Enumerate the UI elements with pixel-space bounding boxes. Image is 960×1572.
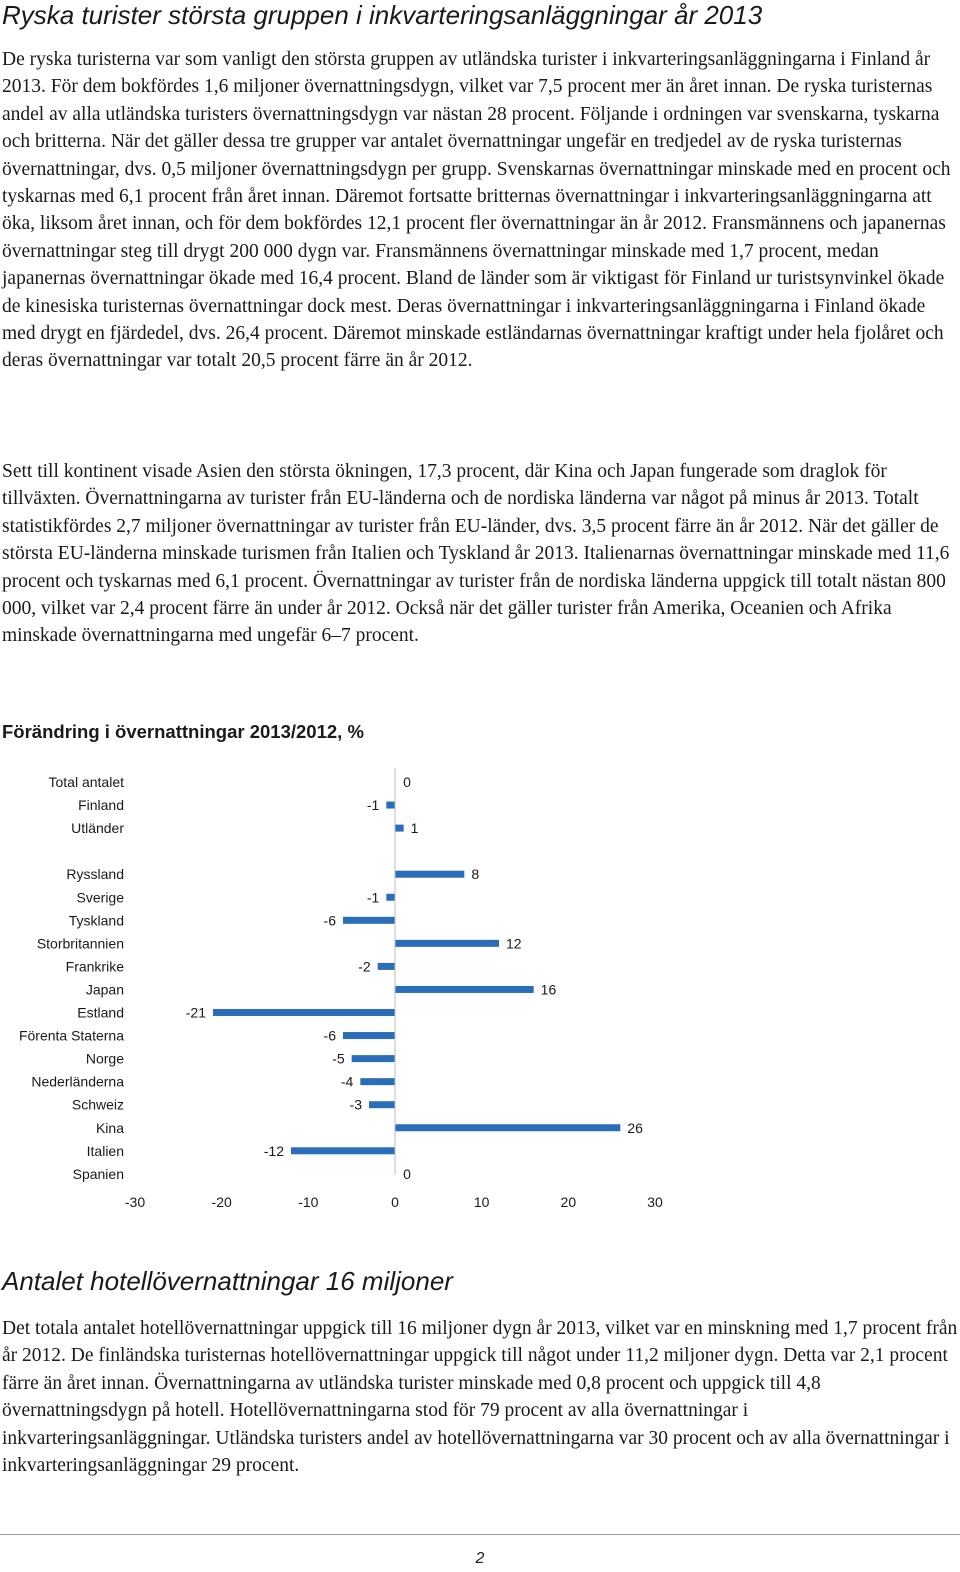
bar bbox=[386, 894, 395, 901]
bar bbox=[395, 825, 404, 832]
bar bbox=[386, 802, 395, 809]
category-label: Schweiz bbox=[71, 1096, 124, 1113]
data-label: -2 bbox=[358, 958, 371, 975]
data-label: -6 bbox=[323, 1027, 336, 1044]
x-tick-label: 0 bbox=[391, 1194, 399, 1210]
bar bbox=[395, 986, 534, 993]
bar bbox=[378, 963, 395, 970]
bar bbox=[352, 1055, 395, 1062]
page-number: 2 bbox=[475, 1550, 485, 1567]
chart-title: Förändring i övernattningar 2013/2012, % bbox=[2, 721, 364, 742]
bar bbox=[343, 917, 395, 924]
category-label: Finland bbox=[78, 797, 124, 814]
data-label: -1 bbox=[366, 797, 380, 814]
data-label: 0 bbox=[403, 1165, 411, 1182]
section-heading-russian-tourists: Ryska turister största gruppen i inkvarteringsanläggningar år 2013 bbox=[2, 0, 763, 30]
category-label: Ryssland bbox=[66, 866, 124, 883]
data-label: 16 bbox=[540, 981, 557, 998]
data-label: -5 bbox=[332, 1050, 345, 1067]
paragraph-continents: Sett till kontinent visade Asien den största ökningen, 17,3 procent, där Kina och Japan fungerade som draglok för tillväxten. Övernattningarna av turister från EU-länderna och de nordiska länderna var något på minus år 2013. Totalt statistikfördes 2,7 miljoner övernattningar av turister från EU-länder, dvs. 3,5 procent färre än år 2012. När det gäller de största EU-länderna minskade turismen från Italien och Tyskland år 2013. Italienarnas övernattningar minskade med 11,6 procent och tyskarnas med 6,1 procent. Övernattningar av turister från de nordiska länderna uppgick till totalt nästan 800 000, vilket var 2,4 procent färre än under år 2012. Också när det gäller turister från Amerika, Oceanien och Afrika minskade övernattningarna med ungefär 6–7 procent. bbox=[2, 461, 950, 647]
data-label: 0 bbox=[403, 774, 411, 790]
bar bbox=[395, 1124, 620, 1131]
data-label: 1 bbox=[410, 820, 419, 837]
bar bbox=[369, 1101, 395, 1108]
data-label: 8 bbox=[471, 866, 480, 883]
paragraph-hotel-nights: Det totala antalet hotellövernattningar uppgick till 16 miljoner dygn år 2013, vilket var en minskning med 1,7 procent från år 2012. De finländska turisternas hotellövernattningar uppgick till något under 11,2 miljoner dygn. Detta var 2,1 procent färre än året innan. Övernattningarna av utländska turister minskade med 0,8 procent och uppgick till 4,8 övernattningsdygn på hotell. Hotellövernattningarna stod för 79 procent av alla övernattningar i inkvarteringsanläggningar. Utländska turisters andel av hotellövernattningarna var 30 procent och av alla övernattningar i inkvarteringsanläggningar 29 procent. bbox=[2, 1318, 958, 1477]
category-label: Italien bbox=[86, 1142, 124, 1159]
category-label: Utländer bbox=[71, 820, 124, 837]
bar bbox=[360, 1078, 395, 1085]
section-heading-hotel-nights: Antalet hotellövernattningar 16 miljoner bbox=[2, 1266, 453, 1296]
footer-divider bbox=[0, 1534, 960, 1535]
category-label: Estland bbox=[77, 1004, 124, 1021]
category-label: Frankrike bbox=[65, 958, 124, 975]
data-label: -12 bbox=[263, 1142, 284, 1159]
category-label: Spanien bbox=[72, 1165, 124, 1182]
bar bbox=[291, 1147, 395, 1154]
x-tick-label: -30 bbox=[124, 1194, 146, 1210]
paragraph-russian-tourists: De ryska turisterna var som vanligt den största gruppen av utländska turister i inkvarteringsanläggningarna i Finland år 2013. För dem bokfördes 1,6 miljoner övernattningsdygn, vilket var 7,5 procent mer än året innan. De ryska turisternas andel av alla utländska turisters övernattningsdygn var nästan 28 procent. Följande i ordningen var svenskarna, tyskarna och britterna. När det gäller dessa tre grupper var antalet övernattningar ungefär en tredjedel av de ryska turisternas övernattningar, dvs. 0,5 miljoner övernattningsdygn per grupp. Svenskarnas övernattningar minskade med en procent och tyskarnas med 6,1 procent från året innan. Däremot fortsatte britternas övernattningar i inkvarteringsanläggningarna att öka, liksom året innan, och för dem bokfördes 12,1 procent fler övernattningar än år 2012. Fransmännens och japanernas övernattningar steg till drygt 200 000 dygn var. Fransmännens övernattningar minskade med 1,7 procent, medan japanernas övernattningar ökade med 16,4 procent. Bland de länder som är viktigast för Finland ur turistsynvinkel ökade de kinesiska turisternas övernattningar dock mest. Deras övernattningar i inkvarteringsanläggningarna i Finland ökade med drygt en fjärdedel, dvs. 26,4 procent. Däremot minskade estländarnas övernattningar kraftigt under hela fjolåret och deras övernattningar var totalt 20,5 procent färre än år 2012. bbox=[2, 49, 951, 372]
category-label: Kina bbox=[95, 1119, 124, 1136]
x-tick-label: -10 bbox=[298, 1194, 319, 1210]
x-tick-label: 10 bbox=[473, 1194, 490, 1210]
data-label: -6 bbox=[323, 912, 336, 929]
data-label: 12 bbox=[506, 935, 522, 952]
category-label: Sverige bbox=[76, 889, 124, 906]
data-label: -4 bbox=[340, 1073, 354, 1090]
category-label: Förenta Staterna bbox=[18, 1027, 124, 1044]
x-tick-label: -20 bbox=[211, 1194, 232, 1210]
category-label: Japan bbox=[85, 981, 124, 998]
data-label: -1 bbox=[366, 889, 380, 906]
bar bbox=[343, 1032, 395, 1039]
bar bbox=[213, 1009, 395, 1016]
x-tick-label: 20 bbox=[560, 1194, 577, 1210]
category-label: Tyskland bbox=[68, 912, 124, 929]
category-label: Total antalet bbox=[48, 774, 124, 790]
data-label: 26 bbox=[627, 1119, 643, 1136]
x-tick-label: 30 bbox=[647, 1194, 663, 1210]
category-label: Nederländerna bbox=[31, 1073, 124, 1090]
category-label: Storbritannien bbox=[36, 935, 124, 952]
data-label: -3 bbox=[349, 1096, 362, 1113]
bar-chart-overnight-change bbox=[0, 760, 700, 1220]
data-label: -21 bbox=[185, 1004, 206, 1021]
bar bbox=[395, 871, 464, 878]
bar bbox=[395, 940, 499, 947]
category-label: Norge bbox=[85, 1050, 124, 1067]
